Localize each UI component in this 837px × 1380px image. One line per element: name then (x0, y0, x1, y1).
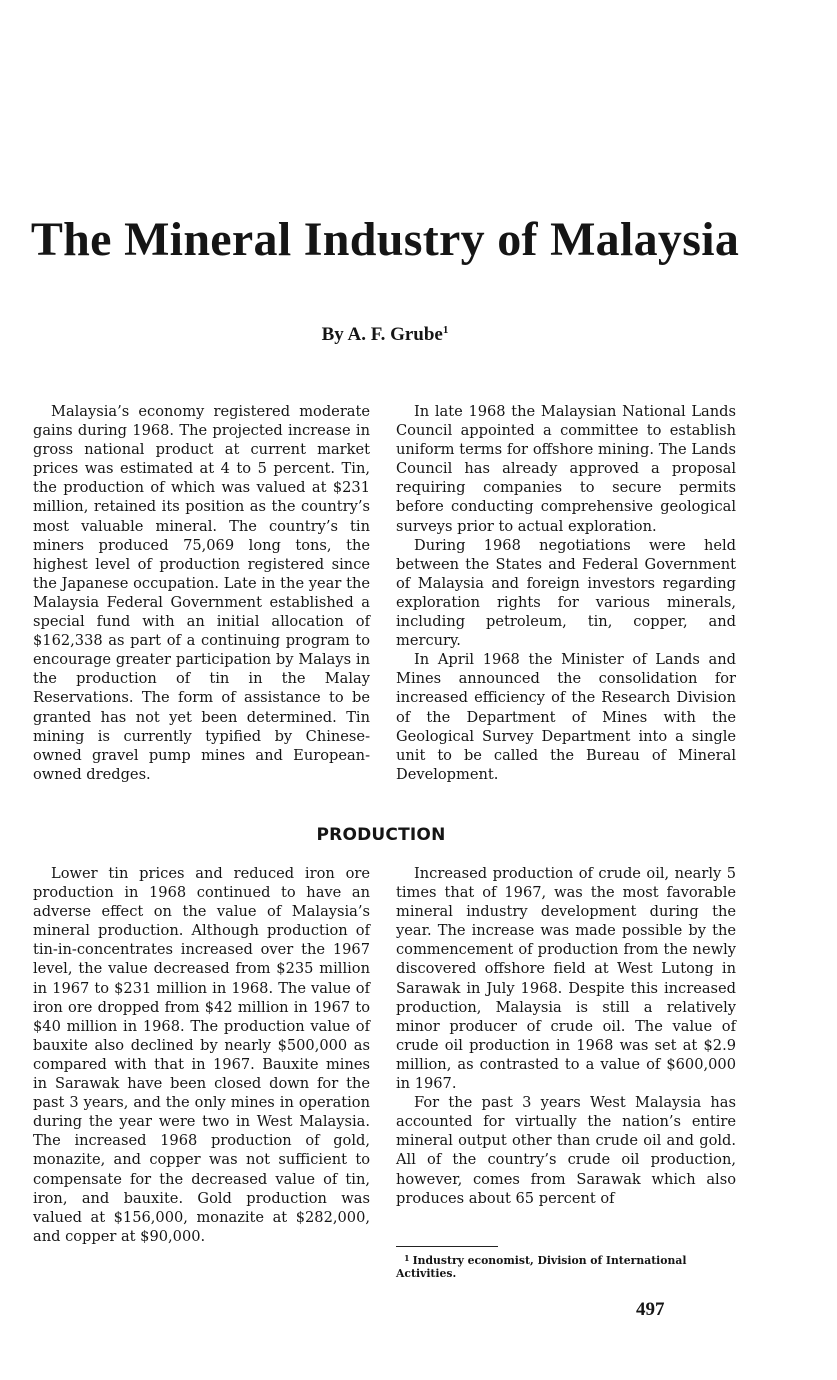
paragraph: During 1968 negotiations were held between the States and Federal Government of Malaysia and foreign investors regarding exploration rights for various minerals, including petroleum, tin, copper, and mercury. (396, 536, 736, 650)
intro-right-column (396, 402, 736, 784)
paragraph: Malaysia’s economy registered moderate gains during 1968. The projected increase in gross national product at current market prices was estimated at 4 to 5 percent. Tin, the production of which was valued at $231 million, retained its position as the country’s most valuable mineral. The country’s tin miners produced 75,069 long tons, the highest level of production registered since the Japanese occupation. Late in the year the Malaysia Federal Government established a special fund with an initial allocation of $162,338 as part of a continuing program to encourage greater participation by Malays in the production of tin in the Malay Reservations. The form of assistance to be granted has not yet been determined. Tin mining is currently typified by Chinese-owned gravel pump mines and European-owned dredges. (33, 403, 370, 783)
author-footnote-ref: 1 (442, 324, 449, 336)
paragraph: In late 1968 the Malaysian National Lands Council appointed a committee to establish uniform terms for offshore mining. The Lands Council has already approved a proposal requiring companies to secure permits before conducting comprehensive geological surveys prior to actual exploration. (396, 403, 736, 535)
page-number: 497 (636, 1299, 665, 1320)
footnote-divider (396, 1246, 498, 1247)
paragraph: In April 1968 the Minister of Lands and Mines announced the consolidation for increased efficiency of the Research Division of the Department of Mines with the Geological Survey Department into a single unit to be called the Bureau of Mineral Development. (396, 651, 736, 783)
intro-left-column (33, 402, 370, 784)
paragraph: Increased production of crude oil, nearly 5 times that of 1967, was the most favorable mineral industry development during the year. The increase was made possible by the commencement of production from the newly discovered offshore field at West Lutong in Sarawak in July 1968. Despite this increased production, Malaysia is still a relatively minor producer of crude oil. The value of crude oil production in 1968 was set at $2.9 million, as contrasted to a value of $600,000 in 1967. (396, 865, 736, 1093)
author-name: By A. F. Grube (321, 324, 443, 345)
byline (0, 318, 770, 347)
production-right-column (396, 864, 736, 1208)
footnote-text: Industry economist, Division of International Activities. (396, 1254, 687, 1280)
production-left-column (33, 864, 370, 1246)
footnote (396, 1252, 736, 1280)
article-title: The Mineral Industry of Malaysia (30, 213, 740, 266)
paragraph: Lower tin prices and reduced iron ore production in 1968 continued to have an adverse effect on the value of Malaysia’s mineral production. Although production of tin-in-concentrates increased over the 1967 level, the value decreased from $235 million in 1967 to $231 million in 1968. The value of iron ore dropped from $42 million in 1967 to $40 million in 1968. The production value of bauxite also declined by nearly $500,000 as compared with that in 1967. Bauxite mines in Sarawak have been closed down for the past 3 years, and the only mines in operation during the year were two in West Malaysia. The increased 1968 production of gold, monazite, and copper was not sufficient to compensate for the decreased value of tin, iron, and bauxite. Gold production was valued at $156,000, monazite at $282,000, and copper at $90,000. (33, 865, 370, 1245)
section-heading-production: PRODUCTION (316, 825, 446, 845)
footnote-ref: 1 (404, 1253, 410, 1263)
paragraph: For the past 3 years West Malaysia has accounted for virtually the nation’s entire mineral output other than crude oil and gold. All of the country’s crude oil production, however, comes from Sarawak which also produces about 65 percent of (396, 1094, 736, 1207)
